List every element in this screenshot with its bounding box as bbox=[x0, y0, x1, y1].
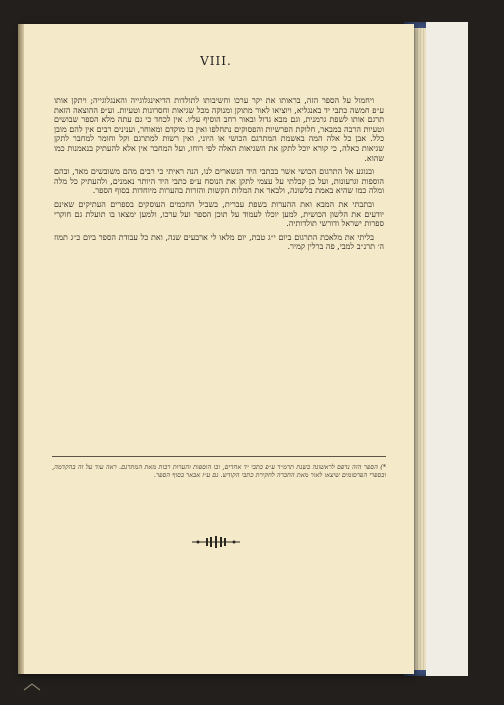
scan-corner-mark-icon bbox=[22, 682, 42, 692]
page-gutter bbox=[18, 24, 24, 674]
paragraph-4: בליתי את מלאכת התרגום ביום י״ג טבת, יום מלאו לי ארבעים שנה, ואת כל עבודת הספר ביום כ״ג תמוז ה׳ תרנ״ב למבי, פה ברלין קמיר. bbox=[54, 232, 384, 252]
back-page-edge bbox=[426, 22, 468, 676]
page-number: VIII. bbox=[200, 54, 232, 68]
paragraph-3: ובתבתי את המבא ואת ההערות בשפת עברית, בשביל החכמים העוסקים בספרים העתיקים שאינם יודעים את הלשון הכושית, למען יוכלו לעמוד על תוכן הספר ועל ערכו, ולמען ימצאו בו תועלת גם חוקרי ספרות ישראל ודורשי תולדותיה. bbox=[54, 199, 384, 229]
page-stack-edge bbox=[412, 28, 426, 670]
paragraph-2: ובנוגע אל התרגום הכושי אשר בכתבי היד הנשארים לנו, הנה ראיתי כי רבים מהם משובשים מאד, ובהם הוספות וגרעונות, ועל כן קבלתי על עצמי לתקן את הנוסח ע״פ כתבי היד היותר נאמנים, ולהעתיק כל מלה ומלה כמו שהיא באמת בלשונה, ולבאר את המלות הקשות והזרות בהערות מיוחדות בסוף הספר. bbox=[54, 167, 384, 196]
book-page bbox=[18, 24, 414, 674]
body-text bbox=[54, 96, 384, 256]
paragraph-1: ויחמול על הספר הזה, בראותו את יקר ערכו וחשיבותו לתולדות הדיאינגלוגייה והאנגלוגייה; ויתקן אותו ע״פ חמשה כתבי יד באנגליא, ויוציאו לאור מתוקן ומנוקה מכל שגיאות וחסרונות וטעיות. וע״פ ההוצאה הזאת תרגם אותו לשפת גרמנית, וגם מבא גדול ובאור רחב הוסיף עליו. אין לכחד כי גם עתה מלא הספר שבושים וטעיות הרבה במבאר, חלוקת הפרשיות והפסוקים נתחלפו ואין בו מוקדם ומאוחר, וענינים רבים אין להם מובן כלל. אבן כל אלה המה באשמת המתרגם הכושי או היוני, ואין רשות למתרגם וקל וחומר למחבר לתקן שגיאות כאלה, כי קורא יוכל לתקן את השגיאות האלה לפי רוחו, ועל המחבר אין אלא להעתיק בנאמנות כמו שהוא. bbox=[54, 96, 384, 163]
footnote: *) הספר הזה נדפס לראשונה בשנת תרמ״ד ע״פ כתבי יד אחדים, ובו הוספות והערות רבות מאת המתרגם. ראה עוד על זה בהקדמה, ובספרי הפרסומים שיצאו לאור מאת החברה לחקירת כתבי הקודש. גם ע״ז אבאר בסוף הספר. bbox=[52, 456, 386, 479]
ornament-divider-icon bbox=[190, 536, 242, 548]
